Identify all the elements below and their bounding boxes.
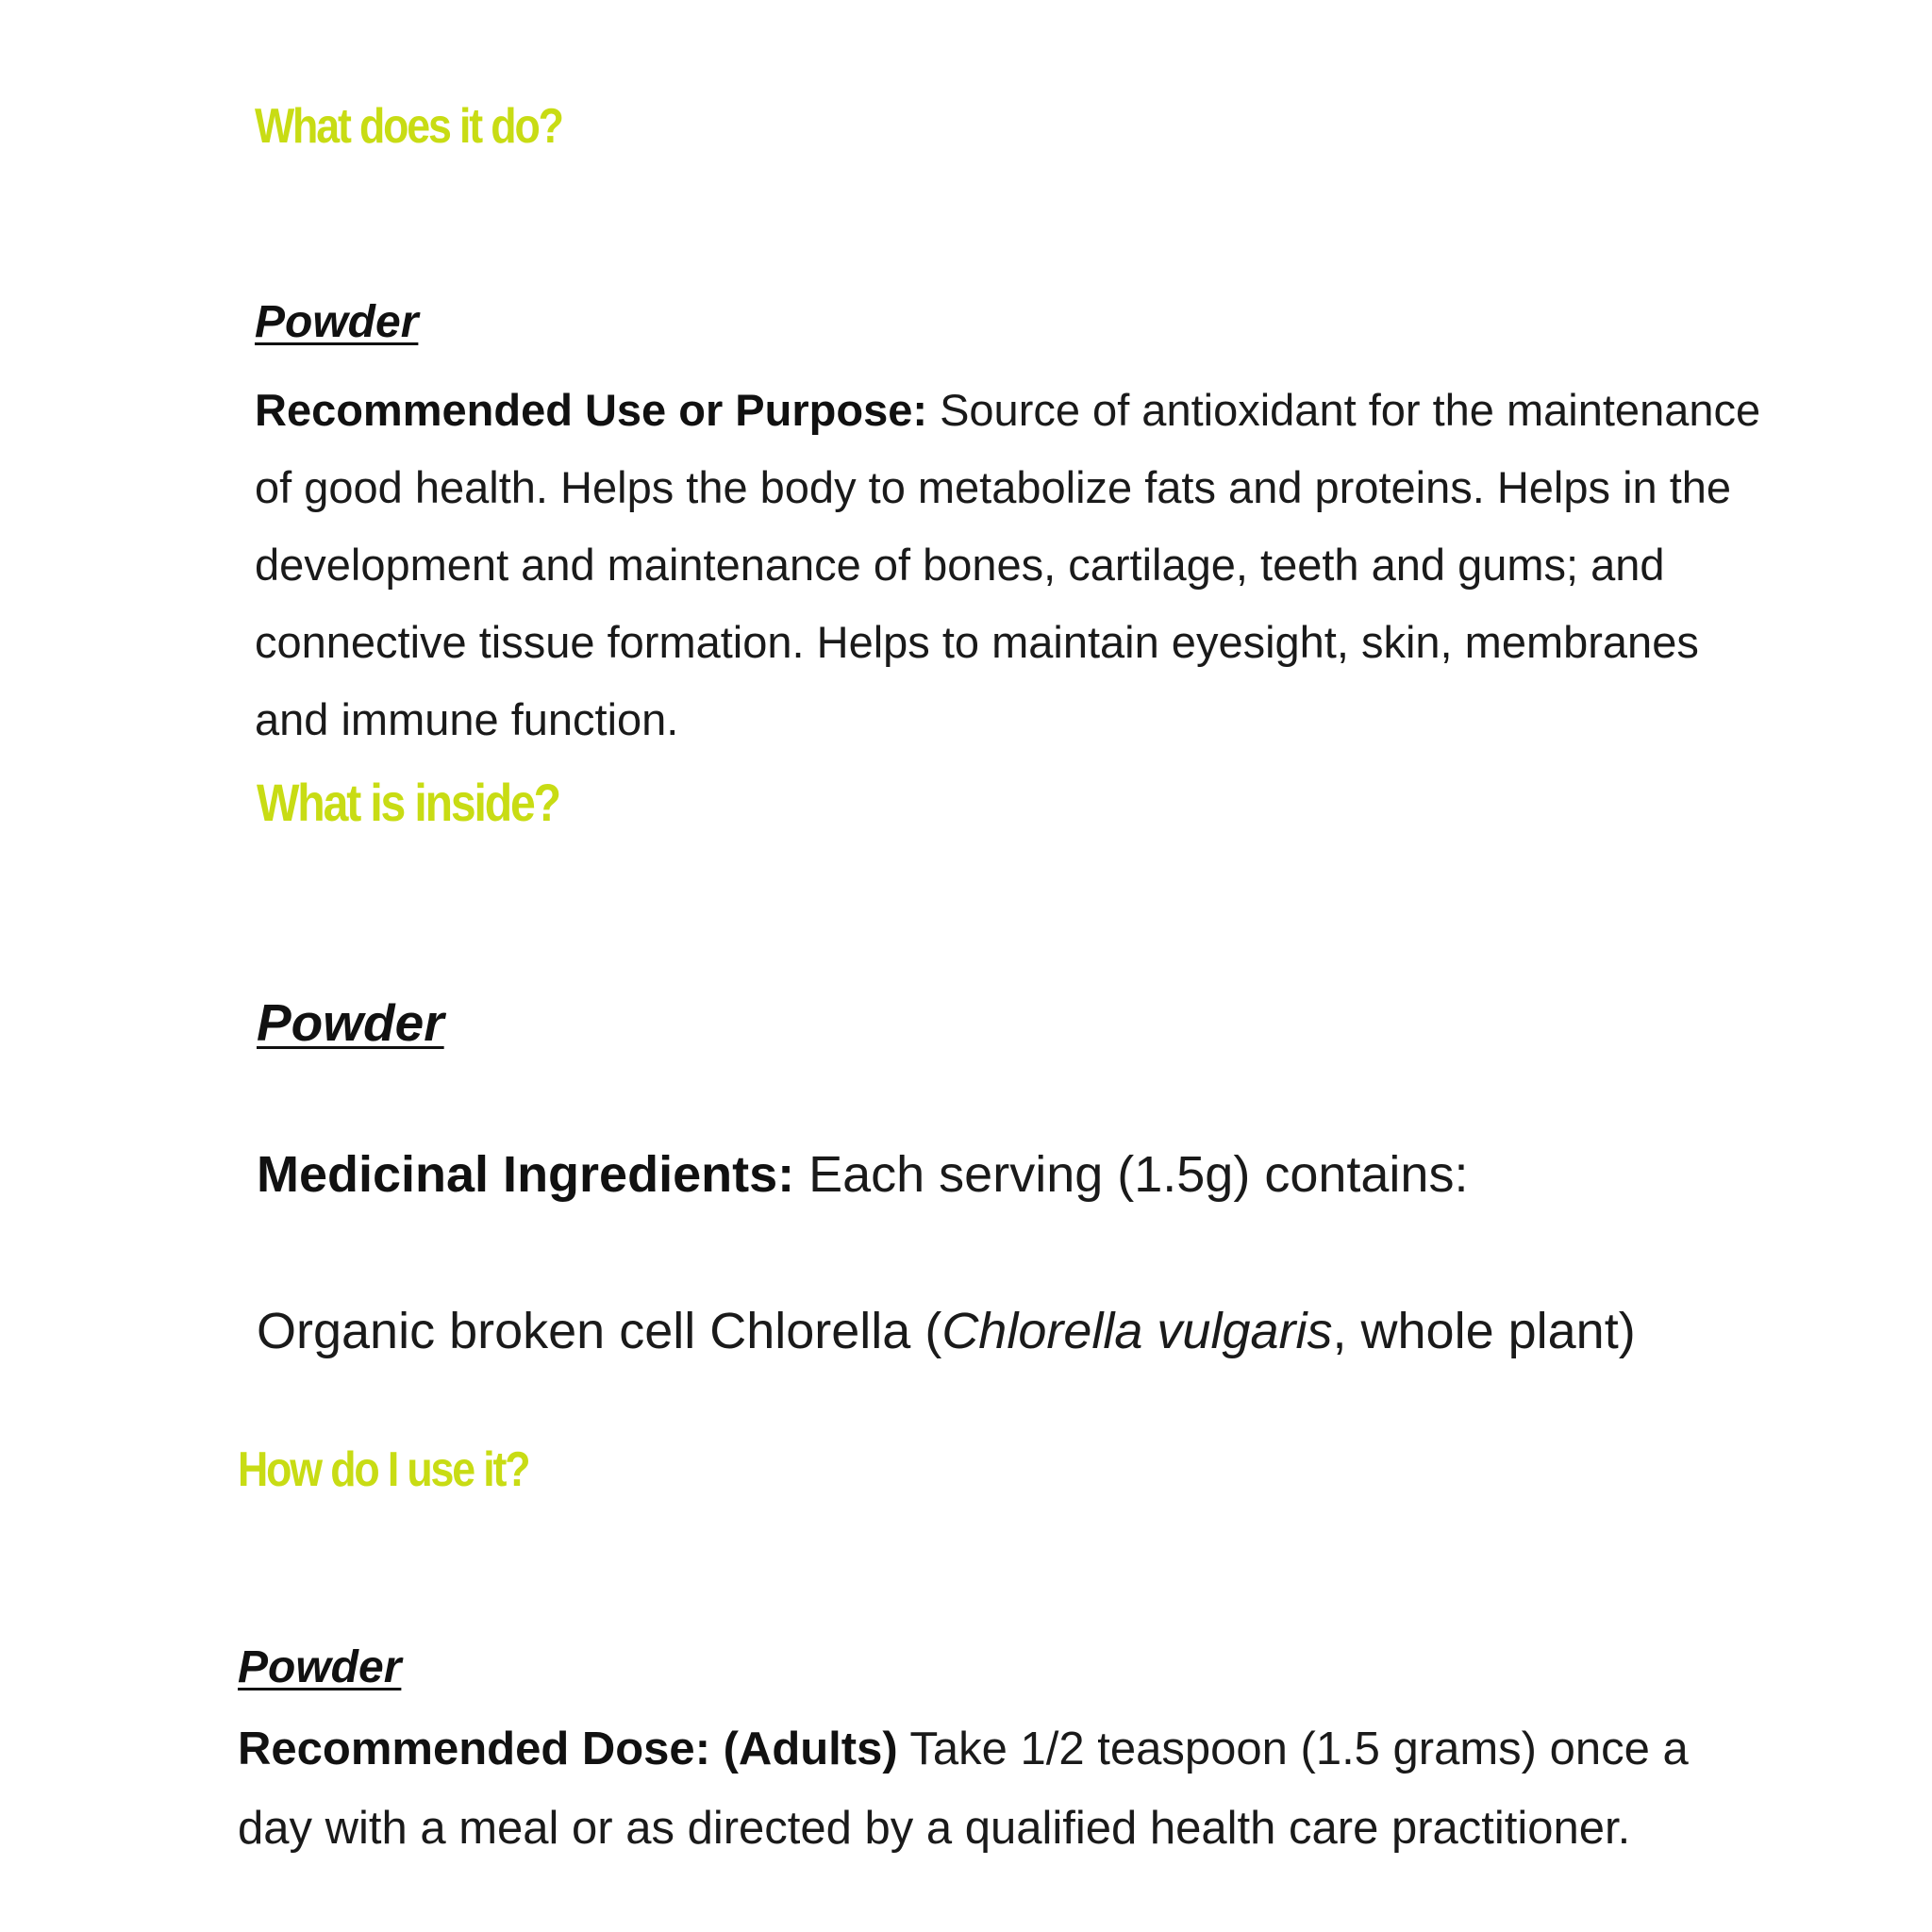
ingredient-latin-name: Chlorella vulgaris (941, 1303, 1333, 1359)
recommended-dose-paragraph (238, 1709, 1766, 1868)
what-is-inside-heading: What is inside? (257, 773, 559, 832)
ingredient-item (257, 1302, 1636, 1360)
recommended-dose-label: Recommended Dose: (Adults) (238, 1724, 898, 1774)
recommended-use-text: Source of antioxidant for the maintenance of good health. Helps the body to metabolize fats and proteins. Helps in the development and maintenance of bones, cartilage, teeth and gums; and connective tissue formation. Helps to maintain eyesight, skin, membranes and immune function. (255, 385, 1761, 744)
recommended-use-label: Recommended Use or Purpose: (255, 385, 928, 435)
medicinal-ingredients-line (257, 1145, 1468, 1204)
recommended-use-paragraph (255, 372, 1783, 758)
ingredient-prefix: Organic broken cell Chlorella ( (257, 1303, 942, 1359)
powder-subheading: Powder (257, 993, 444, 1052)
recommended-dose-text: Take 1/2 teaspoon (1.5 grams) once a day with a meal or as directed by a qualified health care practitioner. (238, 1724, 1689, 1854)
medicinal-ingredients-text: Each serving (1.5g) contains: (794, 1146, 1469, 1203)
ingredient-suffix: , whole plant) (1332, 1303, 1636, 1359)
how-do-i-use-it-heading: How do I use it? (238, 1442, 529, 1497)
medicinal-ingredients-label: Medicinal Ingredients: (257, 1146, 795, 1203)
powder-subheading: Powder (238, 1642, 402, 1692)
powder-subheading: Powder (255, 297, 419, 347)
what-does-it-do-heading: What does it do? (255, 99, 562, 154)
